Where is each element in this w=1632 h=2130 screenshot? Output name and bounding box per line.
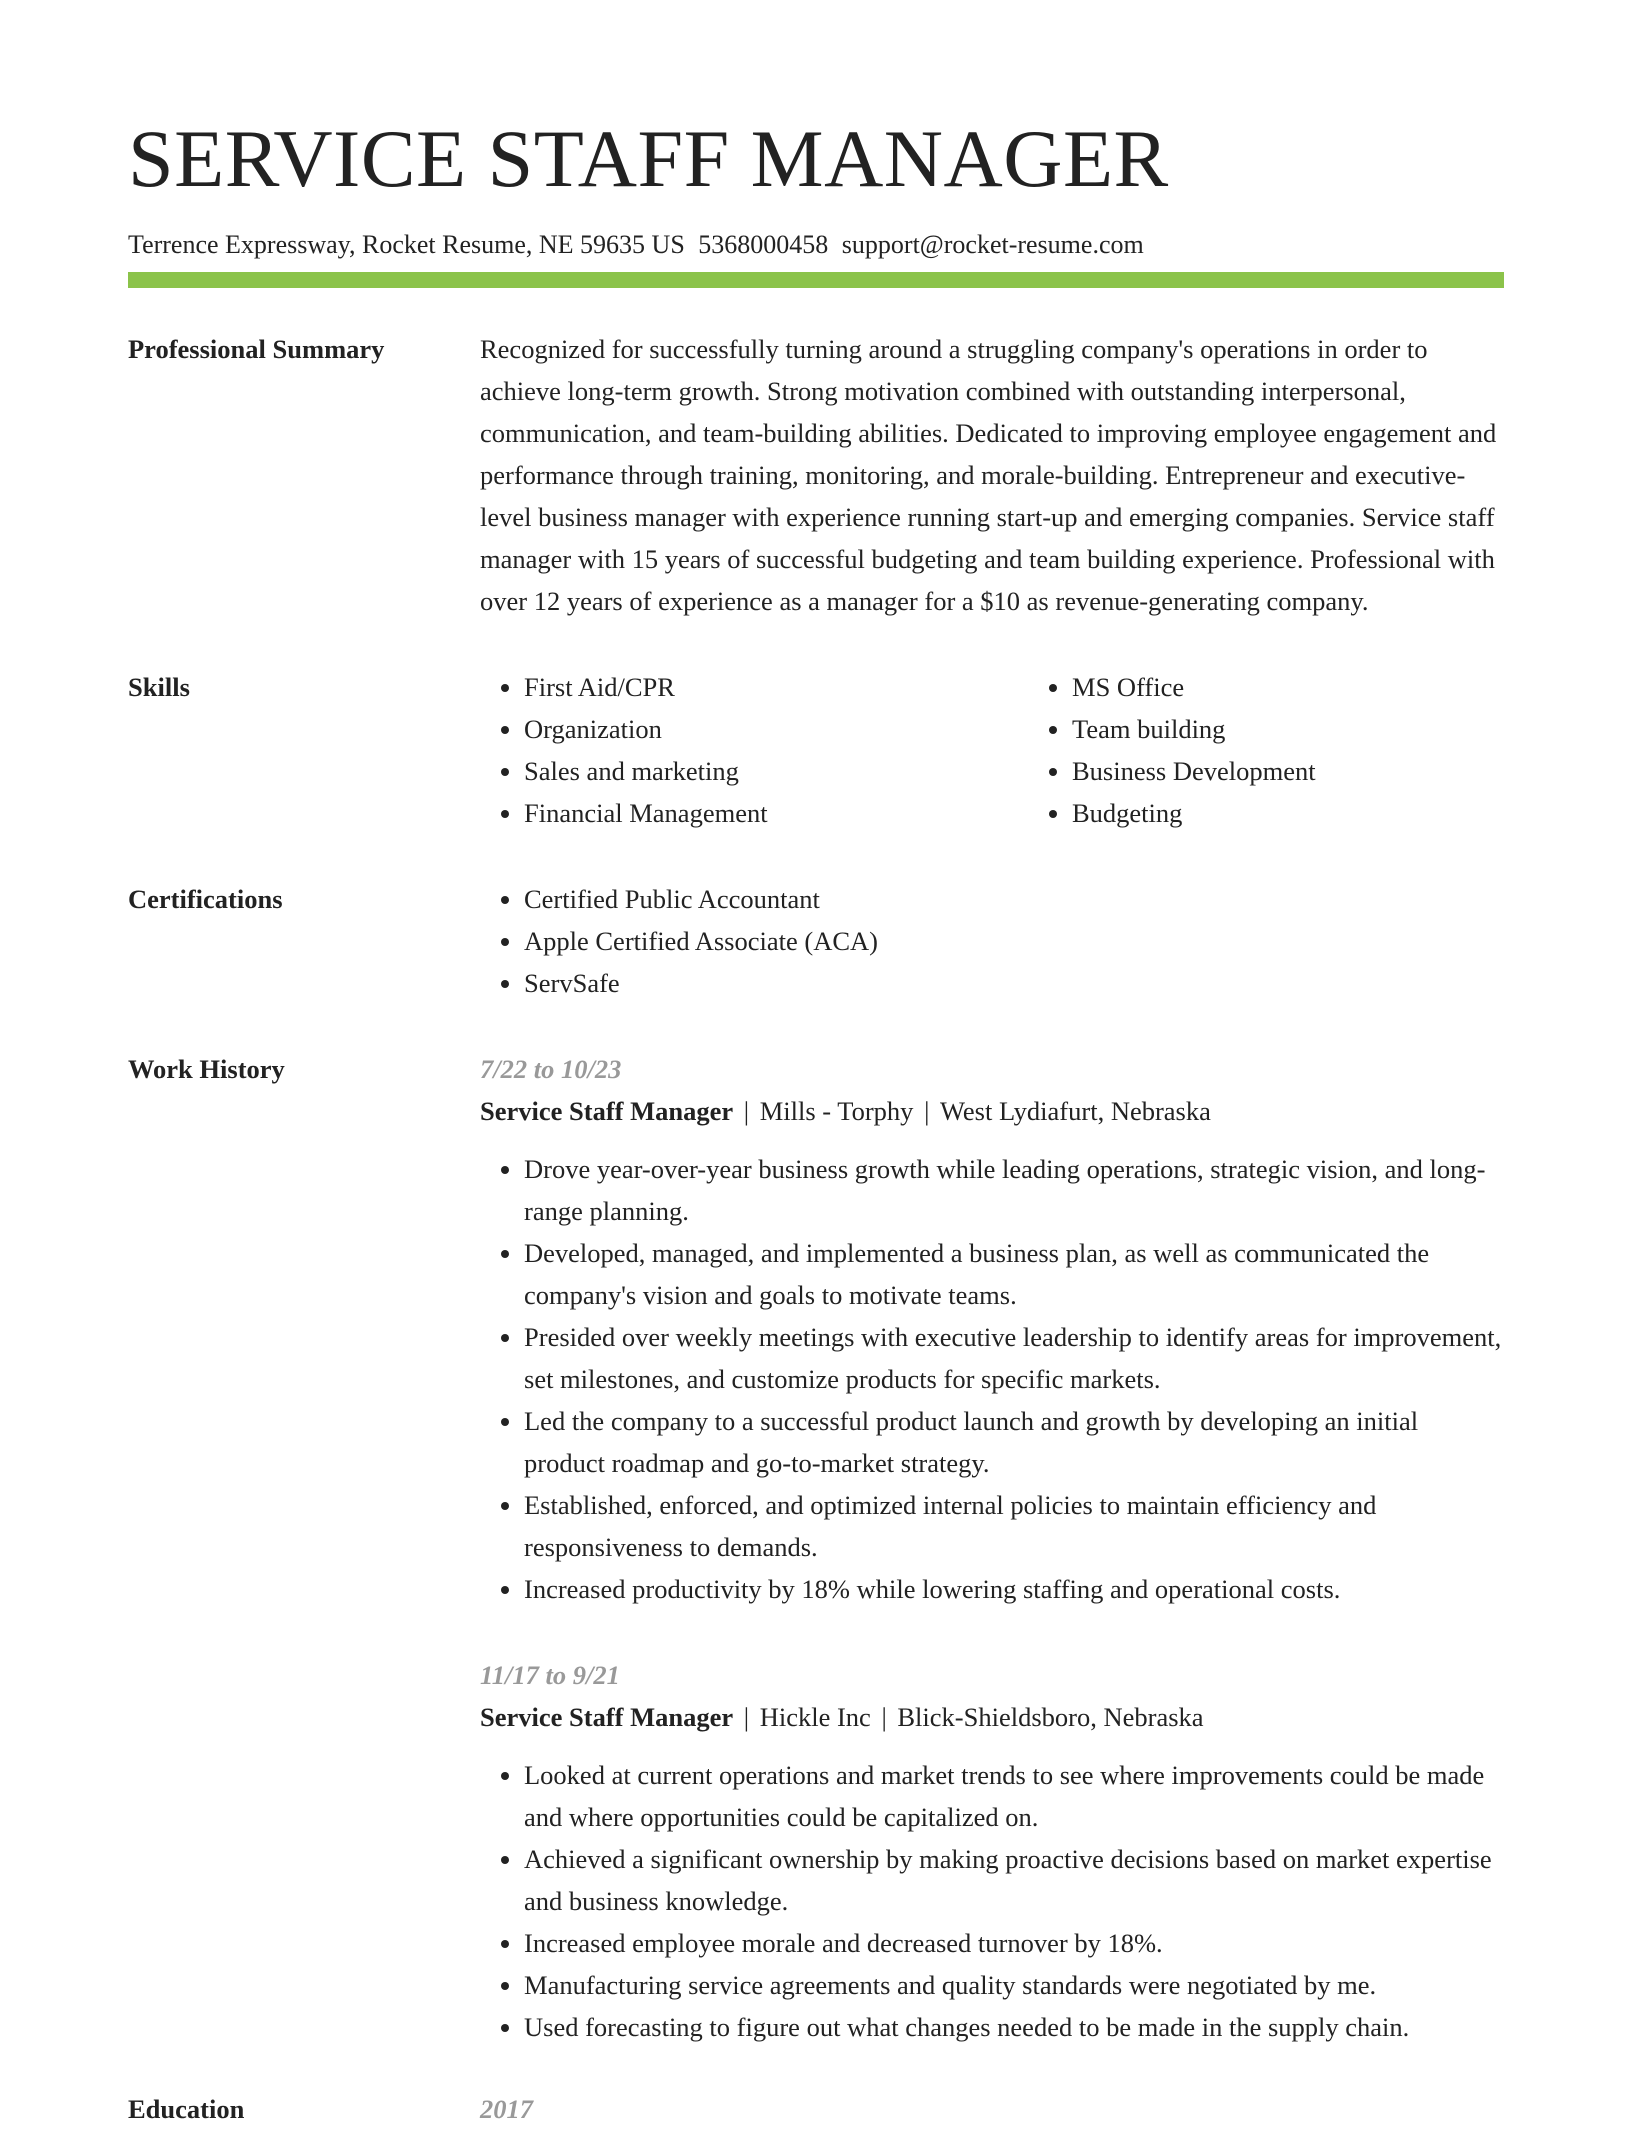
job-entry bbox=[480, 1048, 1504, 1610]
job-bullet: • Used forecasting to figure out what changes needed to be made in the supply chain. bbox=[524, 2006, 1504, 2048]
education-section bbox=[128, 2088, 1504, 2130]
skills-list-right bbox=[1028, 666, 1316, 834]
job-bullet: • Looked at current operations and market trends to see where improvements could be made and where opportunities could be capitalized on. bbox=[524, 1754, 1504, 1838]
job-bullet: • Achieved a significant ownership by making proactive decisions based on market expertise and business knowledge. bbox=[524, 1838, 1504, 1922]
contact-email: support@rocket-resume.com bbox=[841, 230, 1144, 259]
contact-phone: 5368000458 bbox=[698, 230, 829, 259]
job-bullet: • Increased employee morale and decreased turnover by 18%. bbox=[524, 1922, 1504, 1964]
certifications-heading: Certifications bbox=[128, 884, 283, 914]
summary-heading: Professional Summary bbox=[128, 334, 385, 364]
skill-item: • Financial Management bbox=[524, 792, 1028, 834]
certification-item: • ServSafe bbox=[524, 962, 1504, 1004]
job-dates: 11/17 to 9/21 bbox=[480, 1660, 620, 1690]
job-role-line: Service Staff Manager | Mills - Torphy | West Lydiafurt, Nebraska bbox=[480, 1096, 1211, 1126]
certifications-section bbox=[128, 878, 1504, 1004]
skill-item: • Budgeting bbox=[1072, 792, 1316, 834]
work-history-section bbox=[128, 1048, 1504, 2092]
contact-line bbox=[128, 230, 1504, 260]
job-bullet: • Increased productivity by 18% while lowering staffing and operational costs. bbox=[524, 1568, 1504, 1610]
job-dates: 7/22 to 10/23 bbox=[480, 1054, 622, 1084]
job-title: Service Staff Manager bbox=[480, 1096, 734, 1126]
summary-section bbox=[128, 328, 1504, 622]
job-bullet: • Developed, managed, and implemented a business plan, as well as communicated the company's vision and goals to motivate teams. bbox=[524, 1232, 1504, 1316]
skills-list-left bbox=[480, 666, 1028, 834]
job-role-line: Service Staff Manager | Hickle Inc | Blick-Shieldsboro, Nebraska bbox=[480, 1702, 1204, 1732]
work-history-heading: Work History bbox=[128, 1054, 285, 1084]
resume-page bbox=[128, 113, 1504, 2130]
job-bullet: • Manufacturing service agreements and quality standards were negotiated by me. bbox=[524, 1964, 1504, 2006]
job-company: Mills - Torphy bbox=[759, 1096, 914, 1126]
certification-item: • Apple Certified Associate (ACA) bbox=[524, 920, 1504, 962]
skill-item: • Business Development bbox=[1072, 750, 1316, 792]
job-title: Service Staff Manager bbox=[480, 1702, 734, 1732]
education-heading: Education bbox=[128, 2094, 245, 2124]
header-divider bbox=[128, 272, 1504, 288]
skill-item: • Sales and marketing bbox=[524, 750, 1028, 792]
skill-item: • First Aid/CPR bbox=[524, 666, 1028, 708]
job-bullets bbox=[480, 1148, 1504, 1610]
skill-item: • MS Office bbox=[1072, 666, 1316, 708]
job-bullet: • Led the company to a successful product launch and growth by developing an initial product roadmap and go-to-market strategy. bbox=[524, 1400, 1504, 1484]
certification-item: • Certified Public Accountant bbox=[524, 878, 1504, 920]
job-company: Hickle Inc bbox=[759, 1702, 871, 1732]
job-bullet: • Drove year-over-year business growth while leading operations, strategic vision, and long-range planning. bbox=[524, 1148, 1504, 1232]
skills-section bbox=[128, 666, 1504, 834]
job-location: Blick-Shieldsboro, Nebraska bbox=[897, 1702, 1204, 1732]
job-bullet: • Presided over weekly meetings with executive leadership to identify areas for improvement, set milestones, and customize products for specific markets. bbox=[524, 1316, 1504, 1400]
summary-text: Recognized for successfully turning around a struggling company's operations in order to achieve long-term growth. Strong motivation combined with outstanding interpersonal, communication, and team-building abilities. Dedicated to improving employee engagement and performance through training, monitoring, and morale-building. Entrepreneur and executive-level business manager with experience running start-up and emerging companies. Service staff manager with 15 years of successful budgeting and team building experience. Professional with over 12 years of experience as a manager for a $10 as revenue-generating company. bbox=[480, 334, 1497, 616]
job-bullets bbox=[480, 1754, 1504, 2048]
certifications-list bbox=[480, 878, 1504, 1004]
contact-address: Terrence Expressway, Rocket Resume, NE 59635 US bbox=[128, 230, 685, 259]
job-entry bbox=[480, 1654, 1504, 2048]
education-dates: 2017 bbox=[480, 2094, 533, 2124]
skill-item: • Team building bbox=[1072, 708, 1316, 750]
job-bullet: • Established, enforced, and optimized internal policies to maintain efficiency and responsiveness to demands. bbox=[524, 1484, 1504, 1568]
skill-item: • Organization bbox=[524, 708, 1028, 750]
resume-name: SERVICE STAFF MANAGER bbox=[128, 113, 1169, 204]
job-location: West Lydiafurt, Nebraska bbox=[940, 1096, 1211, 1126]
skills-heading: Skills bbox=[128, 672, 190, 702]
